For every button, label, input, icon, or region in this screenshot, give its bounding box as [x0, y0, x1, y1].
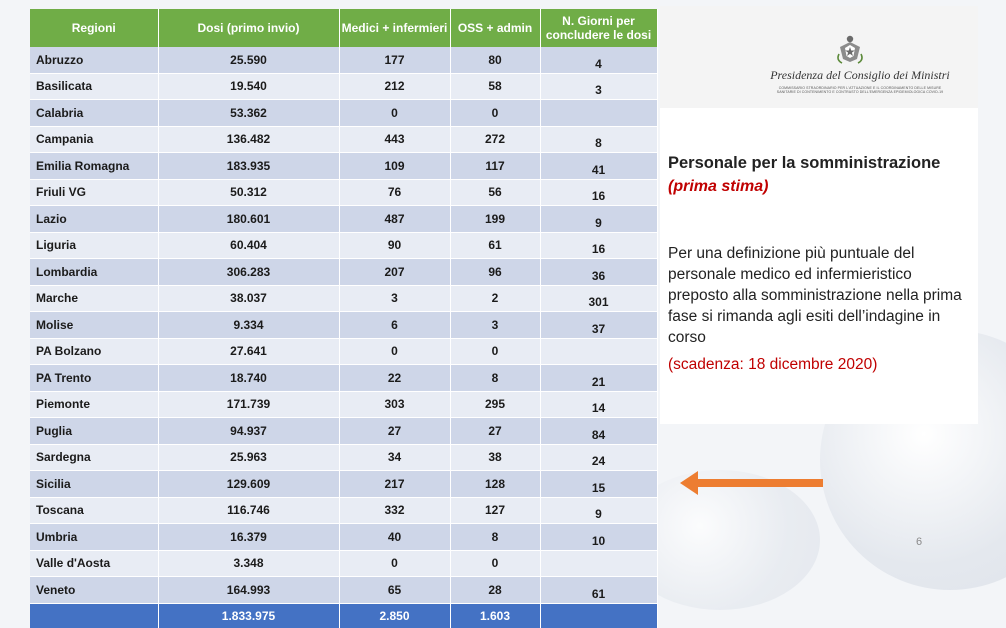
header-giorni: N. Giorni per concludere le dosi	[540, 9, 657, 47]
cell-dosi: 164.993	[158, 577, 339, 604]
header-medici: Medici + infermieri	[339, 9, 450, 47]
totals-row	[30, 603, 657, 628]
cell-region: Sicilia	[30, 471, 158, 498]
table-row	[30, 47, 657, 73]
cell-medici: 109	[339, 153, 450, 180]
table-row	[30, 73, 657, 100]
cell-oss: 96	[450, 259, 540, 286]
cell-dosi: 53.362	[158, 100, 339, 127]
cell-giorni: 41	[540, 153, 657, 180]
table-row	[30, 338, 657, 365]
table-row	[30, 497, 657, 524]
cell-dosi: 183.935	[158, 153, 339, 180]
cell-oss: 272	[450, 126, 540, 153]
cell-region: Valle d'Aosta	[30, 550, 158, 577]
left-arrow-icon	[680, 468, 825, 498]
total-region	[30, 603, 158, 628]
total-dosi: 1.833.975	[158, 603, 339, 628]
cell-medici: 27	[339, 418, 450, 445]
cell-oss: 8	[450, 365, 540, 392]
table-row	[30, 365, 657, 392]
table-row	[30, 285, 657, 312]
total-oss: 1.603	[450, 603, 540, 628]
cell-dosi: 116.746	[158, 497, 339, 524]
cell-dosi: 306.283	[158, 259, 339, 286]
cell-medici: 22	[339, 365, 450, 392]
cell-medici: 40	[339, 524, 450, 551]
commissioner-text: COMMISSARIO STRAORDINARIO PER L'ATTUAZIONE E IL COORDINAMENTO DELLE MISURE SANITARIE DI CONTENIMENTO E CONTRASTO DELL'EMERGENZA EPIDEMIOLOGICA COVID-19	[776, 86, 944, 95]
cell-region: Umbria	[30, 524, 158, 551]
cell-medici: 212	[339, 73, 450, 100]
cell-giorni: 301	[540, 285, 657, 312]
cell-giorni: 9	[540, 206, 657, 233]
cell-medici: 3	[339, 285, 450, 312]
header-dosi: Dosi (primo invio)	[158, 9, 339, 47]
table-row	[30, 418, 657, 445]
cell-giorni: 16	[540, 179, 657, 206]
table-row	[30, 550, 657, 577]
cell-region: Puglia	[30, 418, 158, 445]
cell-oss: 3	[450, 312, 540, 339]
cell-medici: 0	[339, 550, 450, 577]
cell-dosi: 25.963	[158, 444, 339, 471]
cell-dosi: 129.609	[158, 471, 339, 498]
cell-medici: 0	[339, 100, 450, 127]
cell-region: PA Bolzano	[30, 338, 158, 365]
cell-region: Veneto	[30, 577, 158, 604]
cell-dosi: 25.590	[158, 47, 339, 73]
table-row	[30, 179, 657, 206]
cell-oss: 0	[450, 100, 540, 127]
cell-giorni	[540, 100, 657, 127]
deadline-note: (scadenza: 18 dicembre 2020)	[668, 356, 878, 373]
cell-oss: 58	[450, 73, 540, 100]
cell-medici: 217	[339, 471, 450, 498]
cell-giorni: 36	[540, 259, 657, 286]
cell-dosi: 171.739	[158, 391, 339, 418]
cell-medici: 6	[339, 312, 450, 339]
cell-oss: 295	[450, 391, 540, 418]
cell-giorni: 15	[540, 471, 657, 498]
presidency-logo-text: Presidenza del Consiglio dei Ministri	[770, 68, 950, 82]
doses-table-container	[30, 9, 657, 628]
table-row	[30, 391, 657, 418]
total-giorni	[540, 603, 657, 628]
cell-region: Sardegna	[30, 444, 158, 471]
cell-oss: 61	[450, 232, 540, 259]
table-header-row	[30, 9, 657, 47]
cell-medici: 65	[339, 577, 450, 604]
cell-medici: 487	[339, 206, 450, 233]
table-row	[30, 444, 657, 471]
cell-region: Liguria	[30, 232, 158, 259]
cell-giorni: 16	[540, 232, 657, 259]
panel-body: Per una definizione più puntuale del personale medico ed infermieristico preposto alla somministrazione nella prima fase si rimanda agli esiti dell’indagine in corso	[668, 245, 962, 346]
cell-region: PA Trento	[30, 365, 158, 392]
cell-dosi: 16.379	[158, 524, 339, 551]
cell-medici: 207	[339, 259, 450, 286]
cell-dosi: 50.312	[158, 179, 339, 206]
cell-medici: 177	[339, 47, 450, 73]
table-row	[30, 471, 657, 498]
cell-region: Basilicata	[30, 73, 158, 100]
cell-medici: 303	[339, 391, 450, 418]
cell-region: Calabria	[30, 100, 158, 127]
panel-subtitle: (prima stima)	[668, 178, 769, 195]
cell-dosi: 94.937	[158, 418, 339, 445]
cell-giorni: 3	[540, 73, 657, 100]
cell-oss: 27	[450, 418, 540, 445]
total-medici: 2.850	[339, 603, 450, 628]
cell-dosi: 136.482	[158, 126, 339, 153]
table-row	[30, 312, 657, 339]
cell-medici: 0	[339, 338, 450, 365]
cell-oss: 117	[450, 153, 540, 180]
cell-giorni: 8	[540, 126, 657, 153]
cell-region: Friuli VG	[30, 179, 158, 206]
cell-oss: 80	[450, 47, 540, 73]
table-row	[30, 524, 657, 551]
cell-region: Marche	[30, 285, 158, 312]
cell-region: Toscana	[30, 497, 158, 524]
cell-dosi: 3.348	[158, 550, 339, 577]
cell-region: Lazio	[30, 206, 158, 233]
cell-giorni: 84	[540, 418, 657, 445]
cell-giorni: 21	[540, 365, 657, 392]
cell-region: Abruzzo	[30, 47, 158, 73]
cell-giorni	[540, 338, 657, 365]
cell-dosi: 38.037	[158, 285, 339, 312]
cell-giorni: 37	[540, 312, 657, 339]
table-row	[30, 577, 657, 604]
cell-oss: 56	[450, 179, 540, 206]
cell-dosi: 27.641	[158, 338, 339, 365]
cell-medici: 443	[339, 126, 450, 153]
cell-giorni: 9	[540, 497, 657, 524]
cell-oss: 2	[450, 285, 540, 312]
panel-title: Personale per la somministrazione	[668, 154, 941, 172]
cell-oss: 127	[450, 497, 540, 524]
doses-table	[30, 9, 658, 628]
cell-dosi: 180.601	[158, 206, 339, 233]
cell-giorni: 14	[540, 391, 657, 418]
cell-region: Piemonte	[30, 391, 158, 418]
cell-giorni: 4	[540, 47, 657, 73]
cell-medici: 332	[339, 497, 450, 524]
cell-giorni: 61	[540, 577, 657, 604]
cell-oss: 0	[450, 550, 540, 577]
cell-dosi: 9.334	[158, 312, 339, 339]
cell-region: Lombardia	[30, 259, 158, 286]
cell-region: Emilia Romagna	[30, 153, 158, 180]
table-row	[30, 126, 657, 153]
cell-region: Campania	[30, 126, 158, 153]
table-row	[30, 100, 657, 127]
cell-giorni	[540, 550, 657, 577]
table-row	[30, 232, 657, 259]
cell-medici: 34	[339, 444, 450, 471]
cell-oss: 8	[450, 524, 540, 551]
info-panel	[660, 6, 978, 424]
table-row	[30, 206, 657, 233]
government-header	[660, 6, 978, 108]
table-row	[30, 153, 657, 180]
cell-dosi: 60.404	[158, 232, 339, 259]
cell-dosi: 19.540	[158, 73, 339, 100]
header-oss: OSS + admin	[450, 9, 540, 47]
page-number: 6	[916, 536, 923, 548]
cell-oss: 28	[450, 577, 540, 604]
cell-medici: 90	[339, 232, 450, 259]
header-regioni: Regioni	[30, 9, 158, 47]
cell-medici: 76	[339, 179, 450, 206]
cell-dosi: 18.740	[158, 365, 339, 392]
italian-republic-emblem-icon	[836, 34, 864, 64]
table-row	[30, 259, 657, 286]
cell-oss: 38	[450, 444, 540, 471]
cell-oss: 128	[450, 471, 540, 498]
cell-region: Molise	[30, 312, 158, 339]
cell-giorni: 10	[540, 524, 657, 551]
cell-oss: 199	[450, 206, 540, 233]
cell-giorni: 24	[540, 444, 657, 471]
cell-oss: 0	[450, 338, 540, 365]
